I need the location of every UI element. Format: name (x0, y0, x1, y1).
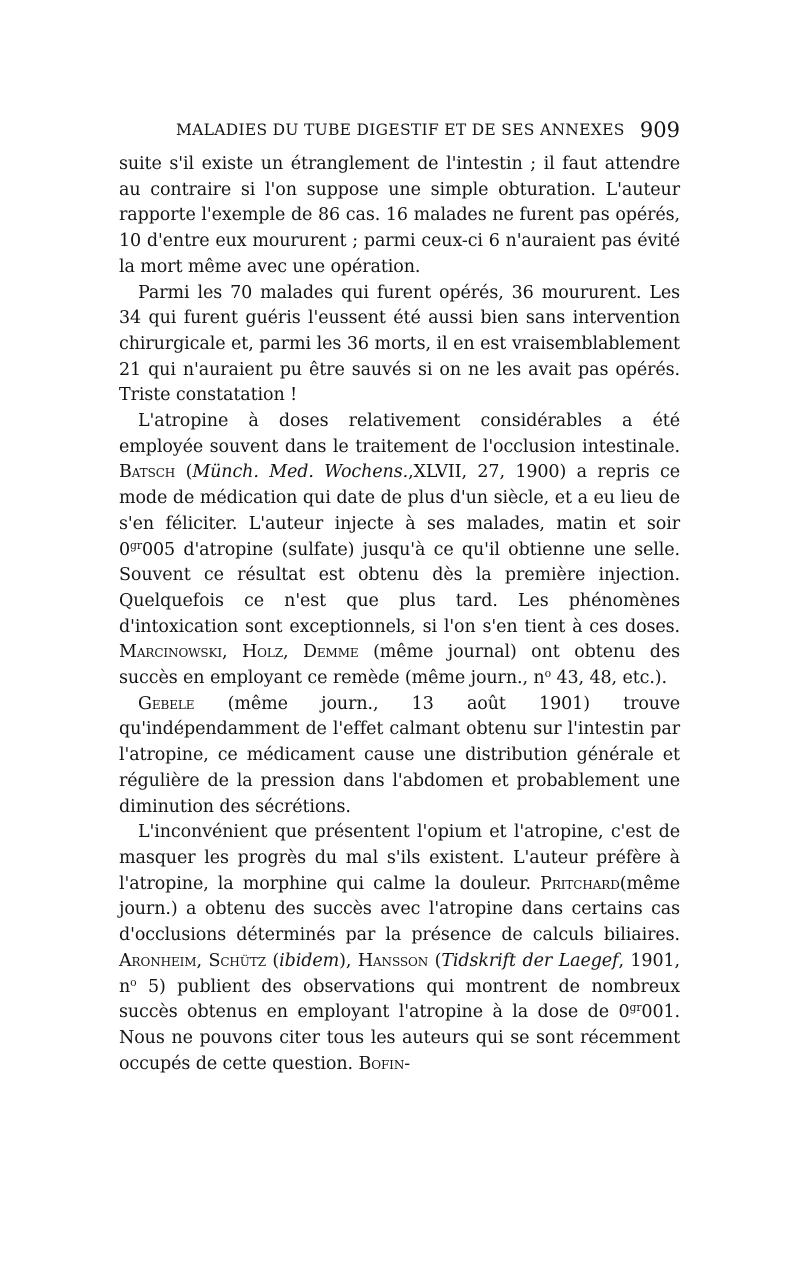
text-segment: 5) publient des observations qui montrent de nombreux succès obtenus en employant l'atropine à la dose de 0 (119, 976, 680, 1023)
text-segment: ( (428, 950, 442, 971)
author-name: Schütz (208, 950, 266, 971)
page-number: 909 (639, 118, 680, 142)
author-name: Bofin- (358, 1053, 411, 1074)
text-segment: , 1901, n (119, 950, 680, 997)
paragraph-5 (119, 820, 680, 1077)
text-segment: (même journal) ont obtenu des succès en employant ce remède (même journ., n (119, 642, 680, 689)
author-name: Holz (242, 642, 284, 663)
text-segment: 005 d'atropine (sulfate) jusqu'à ce qu'il obtienne une selle. Souvent ce résultat est obtenu dès la première injection. Quelquefois ce n'est que plus tard. Les phénomènes d'intoxication sont exceptionnels, si l'on s'en tient à ces doses. (119, 539, 680, 637)
text-segment: 43, 48, etc.). (551, 668, 667, 689)
journal-title: Münch. Med. Wochens. (192, 462, 409, 483)
text-segment: (même journ., 13 août 1901) trouve qu'indépendamment de l'effet calmant obtenu sur l'intestin par l'atropine, ce médicament cause une distribution générale et régulière de la pression dans l'abdomen et probablement une diminution des sécrétions. (119, 693, 680, 817)
paragraph-4 (119, 692, 680, 821)
journal-title: Tidskrift der Laegef (441, 950, 619, 971)
number-superscript: o (544, 667, 551, 681)
paragraph-1: suite s'il existe un étranglement de l'intestin ; il faut attendre au contraire si l'on suppose une simple obturation. L'auteur rapporte l'exemple de 86 cas. 16 malades ne furent pas opérés, 10 d'entre eux moururent ; parmi ceux-ci 6 n'auraient pas évité la mort même avec une opération. (119, 154, 680, 277)
citation-ibidem: ibidem (279, 950, 340, 971)
running-header (176, 118, 680, 142)
unit-superscript: gr (629, 1001, 642, 1015)
author-name: Hansson (357, 950, 429, 971)
author-name: Pritchard (540, 873, 620, 894)
text-segment: , (222, 642, 242, 663)
author-name: Demme (302, 642, 359, 663)
number-superscript: o (130, 975, 137, 989)
running-title: MALADIES DU TUBE DIGESTIF ET DE SES ANNEXES (176, 121, 625, 139)
author-name: Marcinowski (119, 642, 223, 663)
author-name: Gebele (138, 693, 195, 714)
text-segment: L'inconvénient que présentent l'opium et l'atropine, c'est de masquer les progrès du mal s'ils existent. L'auteur préfère à l'atropine, la morphine qui calme la douleur. (119, 822, 680, 894)
paragraph-3 (119, 409, 680, 692)
unit-superscript: gr (130, 538, 142, 552)
text-segment: ,XLVII, 27, 1900) a repris ce mode de médication qui date de plus d'un siècle, et a eu lieu de s'en féliciter. L'auteur injecte à ses malades, matin et soir 0 (119, 462, 680, 560)
author-name: Aronheim (119, 950, 197, 971)
body-text (119, 152, 680, 1077)
text-segment: ), (339, 950, 358, 971)
text-segment: (même journ.) a obtenu des succès avec l'atropine dans certains cas d'occlusions déterminés par la présence de calculs biliaires. (119, 873, 680, 946)
text-segment: L'atropine à doses relativement considérables a été employée souvent dans le traitement de l'occlusion intestinale. (119, 411, 680, 457)
text-segment: 001. Nous ne pouvons citer tous les auteurs qui se sont récemment occupés de cette question. (119, 1002, 680, 1074)
text-segment: , (283, 642, 303, 663)
text-segment: ( (175, 462, 193, 483)
paragraph-2: Parmi les 70 malades qui furent opérés, 36 moururent. Les 34 qui furent guéris l'eussent été aussi bien sans intervention chirurgicale et, parmi les 36 morts, il en est vraisemblablement 21 qui n'auraient pu être sauvés si on ne les avait pas opérés. Triste constatation ! (119, 282, 680, 406)
text-segment: ( (265, 950, 280, 971)
text-segment: , (196, 950, 209, 971)
author-name: Batsch (119, 462, 176, 483)
